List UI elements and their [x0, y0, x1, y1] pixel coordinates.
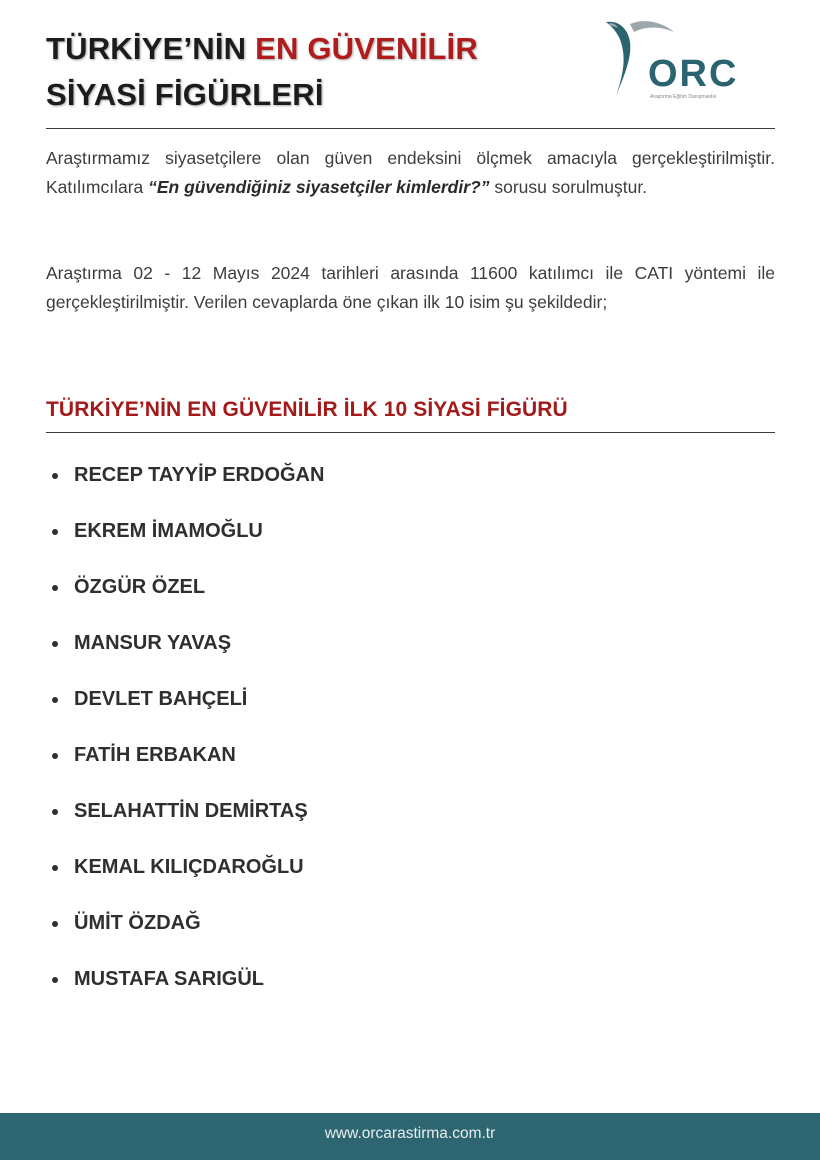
header-divider [46, 128, 775, 129]
logo-wordmark: ORC [648, 53, 739, 95]
figure-name: EKREM İMAMOĞLU [74, 520, 263, 542]
intro-paragraph-2: Araştırma 02 - 12 Mayıs 2024 tarihleri arasında 11600 katılımcı ile CATI yöntemi ile gerçekleştirilmiştir. Verilen cevaplarda öne çıkan ilk 10 isim şu şekildedir; [46, 263, 775, 312]
section-divider [46, 432, 775, 433]
figure-name: MANSUR YAVAŞ [74, 632, 232, 654]
bullet-icon [52, 809, 58, 815]
list-item [52, 460, 324, 516]
bullet-icon [52, 473, 58, 479]
page-title [46, 26, 478, 118]
bullet-icon [52, 585, 58, 591]
list-item [52, 516, 324, 572]
figure-name: KEMAL KILIÇDAROĞLU [74, 856, 304, 878]
intro-paragraph-1 [46, 144, 775, 201]
figure-name: MUSTAFA SARIGÜL [74, 968, 264, 990]
bullet-icon [52, 977, 58, 983]
figures-list [52, 460, 324, 1020]
intro-text-end: sorusu sorulmuştur. [489, 176, 648, 197]
section-title: TÜRKİYE’NİN EN GÜVENİLİR İLK 10 SİYASİ FİGÜRÜ [46, 398, 568, 421]
bullet-icon [52, 529, 58, 535]
list-item [52, 628, 324, 684]
bullet-icon [52, 753, 58, 759]
intro-text: Araştırmamız siyasetçilere olan güven endeksini ölçmek amacıyla gerçekleştirilmiştir. Katılımcılara [46, 148, 775, 197]
list-item [52, 572, 324, 628]
list-item [52, 740, 324, 796]
title-part1: TÜRKİYE’NİN [46, 31, 256, 66]
list-item [52, 684, 324, 740]
bullet-icon [52, 921, 58, 927]
title-line2: SİYASİ FİGÜRLERİ [46, 77, 324, 112]
figure-name: ÖZGÜR ÖZEL [74, 576, 206, 598]
figure-name: ÜMİT ÖZDAĞ [74, 912, 201, 934]
list-item [52, 964, 324, 1020]
footer-url[interactable]: www.orcarastirma.com.tr [324, 1125, 496, 1142]
list-item [52, 796, 324, 852]
survey-question: “En güvendiğiniz siyasetçiler kimlerdir?” [148, 176, 490, 197]
figure-name: DEVLET BAHÇELİ [74, 688, 248, 710]
logo-tagline: Araştırma Eğitim Danışmanlık [650, 94, 717, 100]
figure-name: FATİH ERBAKAN [74, 744, 236, 766]
figure-name: RECEP TAYYİP ERDOĞAN [74, 464, 325, 486]
list-item [52, 852, 324, 908]
bullet-icon [52, 641, 58, 647]
orc-logo [600, 18, 760, 100]
bullet-icon [52, 697, 58, 703]
list-item [52, 908, 324, 964]
bullet-icon [52, 865, 58, 871]
footer-bar [0, 1113, 820, 1160]
title-accent: EN GÜVENİLİR [255, 31, 478, 66]
figure-name: SELAHATTİN DEMİRTAŞ [74, 800, 308, 822]
